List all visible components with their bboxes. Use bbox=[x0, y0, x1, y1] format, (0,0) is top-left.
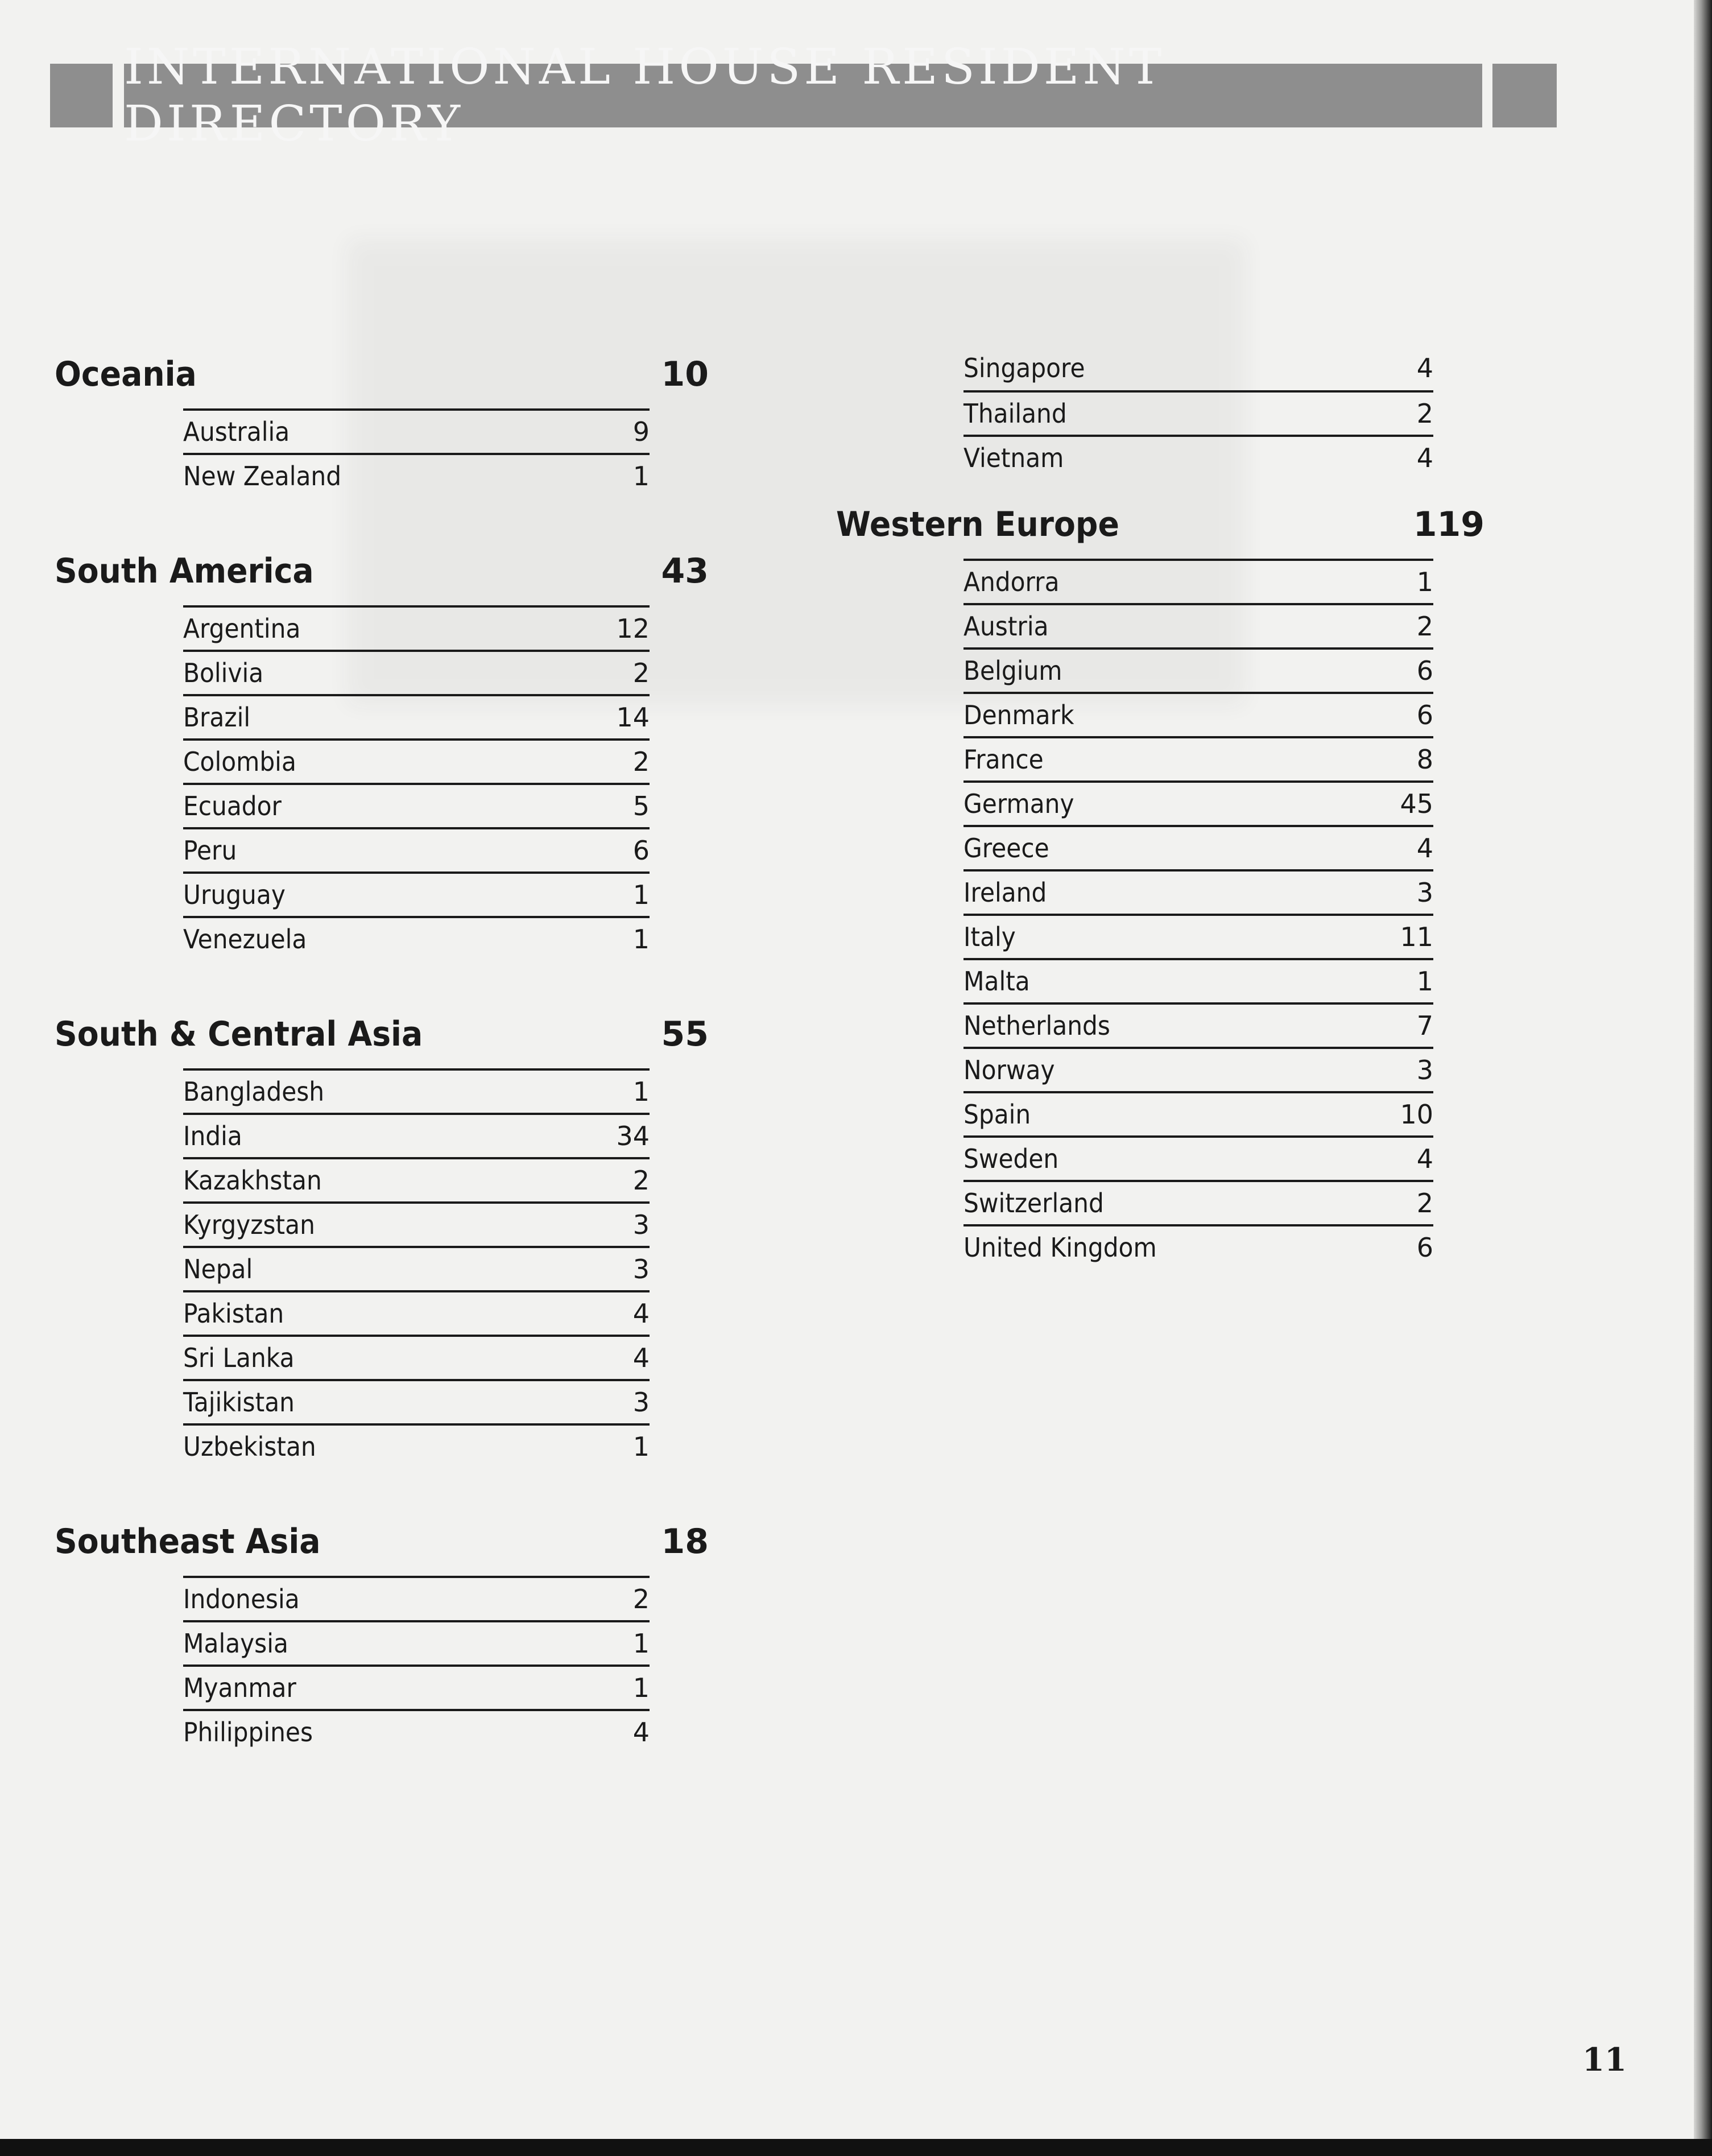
country-name: Myanmar bbox=[183, 1672, 296, 1703]
country-count: 2 bbox=[1416, 1188, 1433, 1219]
region-total: 43 bbox=[661, 551, 709, 591]
country-row bbox=[183, 453, 650, 497]
country-row bbox=[963, 692, 1433, 736]
country-row bbox=[183, 650, 650, 694]
country-name: Greece bbox=[963, 833, 1049, 864]
country-row bbox=[963, 647, 1433, 692]
region-section bbox=[55, 1513, 709, 1753]
country-name: Italy bbox=[963, 922, 1016, 952]
country-row bbox=[183, 1335, 650, 1379]
country-row bbox=[183, 827, 650, 872]
country-row bbox=[183, 1246, 650, 1290]
country-row bbox=[963, 390, 1433, 435]
country-name: Uzbekistan bbox=[183, 1431, 316, 1462]
country-name: Brazil bbox=[183, 702, 251, 733]
country-count: 6 bbox=[1416, 700, 1433, 730]
country-count: 45 bbox=[1400, 788, 1433, 819]
country-row bbox=[963, 869, 1433, 914]
country-row bbox=[963, 603, 1433, 647]
region-section bbox=[55, 346, 709, 497]
country-row bbox=[183, 1423, 650, 1468]
page-edge-bottom bbox=[0, 2139, 1712, 2156]
country-count: 1 bbox=[632, 1076, 650, 1107]
header-title: INTERNATIONAL HOUSE RESIDENT DIRECTORY bbox=[124, 39, 1165, 152]
region-total: 18 bbox=[661, 1522, 709, 1562]
country-list bbox=[183, 408, 650, 497]
country-count: 2 bbox=[1416, 398, 1433, 429]
country-row bbox=[963, 780, 1433, 825]
country-row bbox=[963, 736, 1433, 780]
country-name: Bangladesh bbox=[183, 1076, 325, 1107]
country-row bbox=[183, 872, 650, 916]
country-count: 4 bbox=[1416, 833, 1433, 864]
country-name: Netherlands bbox=[963, 1010, 1110, 1041]
region-heading bbox=[55, 1513, 709, 1576]
country-name: Kyrgyzstan bbox=[183, 1209, 315, 1240]
country-count: 4 bbox=[1416, 1143, 1433, 1174]
country-name: Germany bbox=[963, 788, 1074, 819]
country-count: 1 bbox=[632, 924, 650, 955]
country-count: 6 bbox=[632, 835, 650, 866]
country-name: France bbox=[963, 744, 1044, 775]
country-name: Nepal bbox=[183, 1254, 253, 1284]
country-count: 1 bbox=[632, 1431, 650, 1462]
country-row bbox=[183, 916, 650, 960]
region-section bbox=[55, 1006, 709, 1468]
page-header bbox=[124, 39, 1482, 152]
country-count: 4 bbox=[632, 1298, 650, 1329]
country-name: Belgium bbox=[963, 655, 1062, 686]
country-row bbox=[183, 738, 650, 783]
country-row bbox=[183, 1379, 650, 1423]
country-list bbox=[183, 1576, 650, 1753]
region-total: 119 bbox=[1413, 505, 1484, 544]
country-row bbox=[183, 1113, 650, 1157]
continued-country-list bbox=[963, 346, 1433, 479]
country-name: Austria bbox=[963, 611, 1049, 642]
country-name: Spain bbox=[963, 1099, 1031, 1130]
country-row bbox=[183, 1709, 650, 1753]
region-heading bbox=[55, 543, 709, 605]
left-column bbox=[55, 346, 709, 1753]
country-row bbox=[183, 783, 650, 827]
right-column bbox=[836, 346, 1484, 1269]
country-name: Colombia bbox=[183, 746, 296, 777]
country-count: 1 bbox=[1416, 966, 1433, 997]
country-row bbox=[183, 1290, 650, 1335]
region-name: Oceania bbox=[55, 354, 197, 394]
country-row bbox=[183, 1201, 650, 1246]
region-name: South America bbox=[55, 551, 314, 591]
country-row bbox=[963, 1002, 1433, 1047]
country-name: Australia bbox=[183, 416, 290, 447]
country-name: India bbox=[183, 1121, 242, 1151]
country-row bbox=[963, 559, 1433, 603]
region-section bbox=[836, 496, 1484, 1269]
country-count: 8 bbox=[1416, 744, 1433, 775]
region-name: Southeast Asia bbox=[55, 1522, 321, 1562]
country-name: United Kingdom bbox=[963, 1232, 1157, 1263]
country-count: 6 bbox=[1416, 1232, 1433, 1263]
country-row bbox=[183, 605, 650, 650]
country-list bbox=[183, 1068, 650, 1468]
country-count: 3 bbox=[1416, 877, 1433, 908]
country-name: Uruguay bbox=[183, 879, 286, 910]
country-name: Sweden bbox=[963, 1143, 1059, 1174]
country-row bbox=[963, 346, 1433, 390]
country-count: 11 bbox=[1400, 922, 1433, 952]
country-list bbox=[183, 605, 650, 960]
country-row bbox=[963, 1180, 1433, 1224]
country-name: Sri Lanka bbox=[183, 1343, 295, 1373]
country-count: 4 bbox=[1416, 443, 1433, 473]
country-row bbox=[183, 1620, 650, 1665]
country-count: 1 bbox=[632, 1672, 650, 1703]
country-name: Andorra bbox=[963, 567, 1060, 597]
region-name: Western Europe bbox=[836, 505, 1119, 544]
country-name: Denmark bbox=[963, 700, 1074, 730]
country-count: 3 bbox=[1416, 1055, 1433, 1085]
country-name: Ireland bbox=[963, 877, 1047, 908]
country-count: 6 bbox=[1416, 655, 1433, 686]
country-count: 12 bbox=[616, 613, 650, 644]
header-bar-left bbox=[50, 64, 113, 127]
country-name: Tajikistan bbox=[183, 1387, 295, 1418]
header-bar-right bbox=[1492, 64, 1557, 127]
page-edge-right bbox=[1694, 0, 1712, 2156]
country-count: 1 bbox=[1416, 567, 1433, 597]
country-row bbox=[183, 1665, 650, 1709]
region-heading bbox=[55, 346, 709, 408]
country-count: 10 bbox=[1400, 1099, 1433, 1130]
country-count: 5 bbox=[632, 791, 650, 821]
country-name: Ecuador bbox=[183, 791, 282, 821]
country-count: 14 bbox=[616, 702, 650, 733]
country-list bbox=[963, 559, 1433, 1269]
country-count: 1 bbox=[632, 461, 650, 491]
country-name: Singapore bbox=[963, 353, 1085, 383]
country-row bbox=[183, 1576, 650, 1620]
country-row bbox=[183, 694, 650, 738]
country-row bbox=[963, 435, 1433, 479]
region-section bbox=[55, 543, 709, 960]
country-name: Indonesia bbox=[183, 1584, 300, 1614]
country-name: Thailand bbox=[963, 398, 1067, 429]
country-name: Philippines bbox=[183, 1717, 313, 1748]
country-name: Pakistan bbox=[183, 1298, 284, 1329]
country-row bbox=[183, 1157, 650, 1201]
country-row bbox=[963, 825, 1433, 869]
country-name: Peru bbox=[183, 835, 237, 866]
region-heading bbox=[55, 1006, 709, 1068]
country-row bbox=[183, 1068, 650, 1113]
country-name: New Zealand bbox=[183, 461, 342, 491]
country-row bbox=[963, 914, 1433, 958]
country-row bbox=[963, 1135, 1433, 1180]
country-name: Kazakhstan bbox=[183, 1165, 322, 1196]
country-row bbox=[963, 1091, 1433, 1135]
country-count: 2 bbox=[1416, 611, 1433, 642]
country-count: 4 bbox=[1416, 353, 1433, 383]
country-count: 1 bbox=[632, 1628, 650, 1659]
country-name: Switzerland bbox=[963, 1188, 1104, 1219]
country-count: 2 bbox=[632, 746, 650, 777]
country-row bbox=[183, 408, 650, 453]
region-name: South & Central Asia bbox=[55, 1014, 423, 1054]
region-total: 55 bbox=[661, 1014, 709, 1054]
country-count: 3 bbox=[632, 1254, 650, 1284]
country-count: 2 bbox=[632, 1165, 650, 1196]
country-row bbox=[963, 1224, 1433, 1269]
country-name: Norway bbox=[963, 1055, 1055, 1085]
region-total: 10 bbox=[661, 354, 709, 394]
country-count: 3 bbox=[632, 1209, 650, 1240]
country-count: 2 bbox=[632, 1584, 650, 1614]
country-row bbox=[963, 1047, 1433, 1091]
country-name: Argentina bbox=[183, 613, 301, 644]
country-name: Vietnam bbox=[963, 443, 1064, 473]
country-count: 34 bbox=[616, 1121, 650, 1151]
page-number: 11 bbox=[1582, 2041, 1627, 2079]
region-heading bbox=[836, 496, 1484, 559]
country-count: 4 bbox=[632, 1717, 650, 1748]
country-name: Venezuela bbox=[183, 924, 307, 955]
country-count: 4 bbox=[632, 1343, 650, 1373]
country-name: Malaysia bbox=[183, 1628, 288, 1659]
country-count: 7 bbox=[1416, 1010, 1433, 1041]
country-count: 1 bbox=[632, 879, 650, 910]
country-count: 3 bbox=[632, 1387, 650, 1418]
country-name: Malta bbox=[963, 966, 1030, 997]
country-name: Bolivia bbox=[183, 658, 264, 688]
country-row bbox=[963, 958, 1433, 1002]
country-count: 9 bbox=[632, 416, 650, 447]
country-count: 2 bbox=[632, 658, 650, 688]
